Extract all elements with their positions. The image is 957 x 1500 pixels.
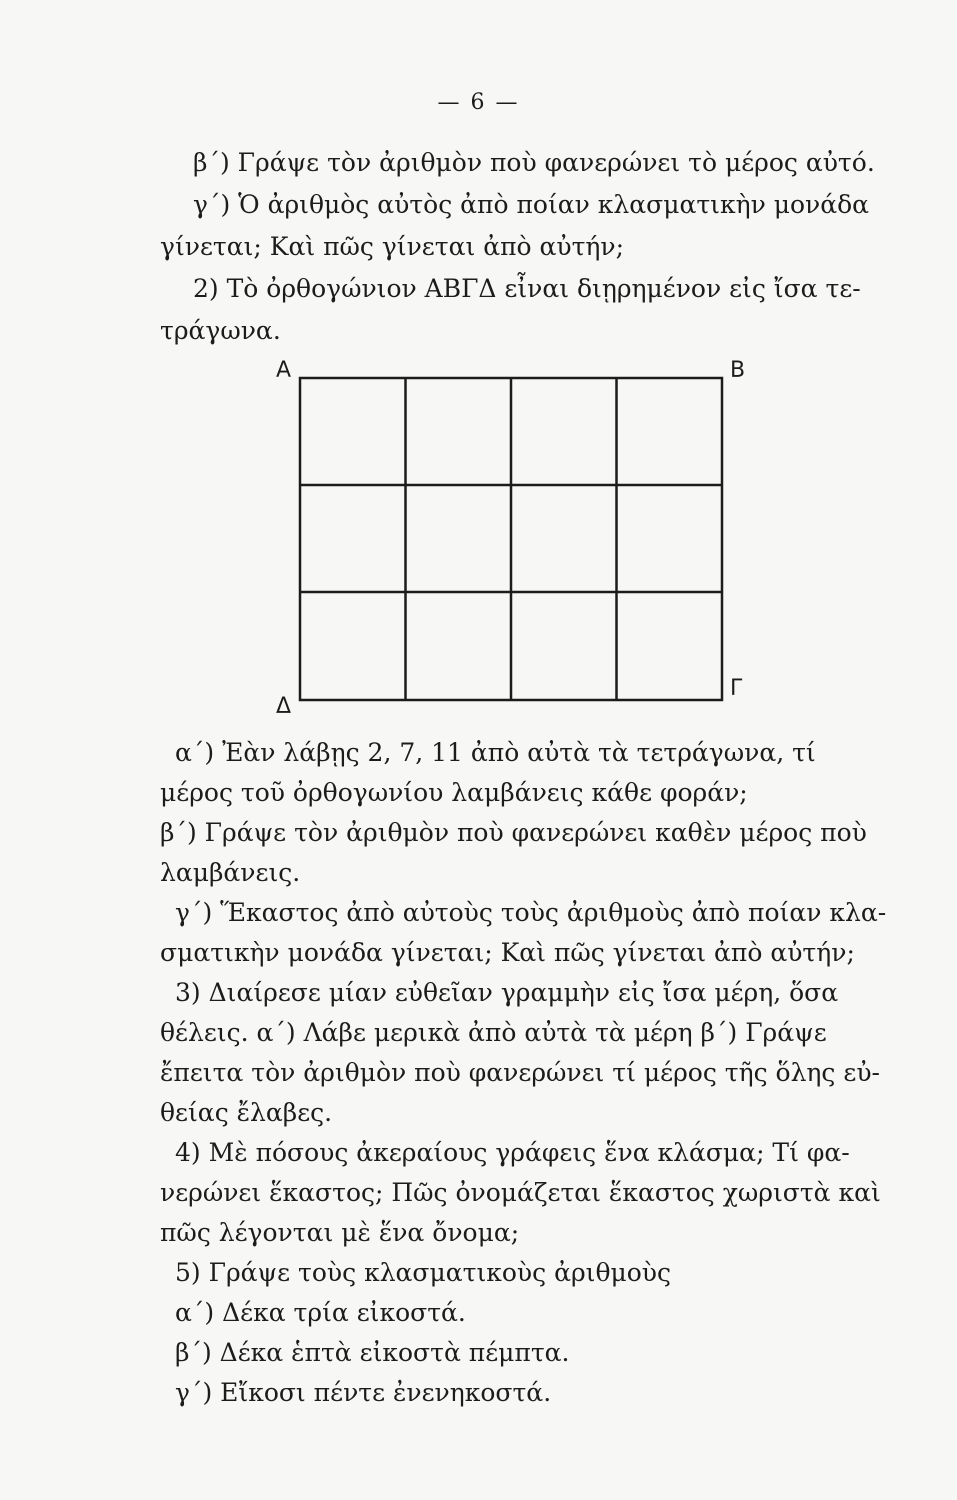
text-line: τράγωνα.	[160, 316, 281, 345]
text-line: 3) Διαίρεσε μίαν εὐθεῖαν γραμμὴν εἰς ἴσα μέρη, ὅσα	[175, 978, 839, 1007]
text-line: γ΄) Ἕκαστος ἀπὸ αὐτοὺς τοὺς ἀριθμοὺς ἀπὸ ποίαν κλα-	[175, 898, 887, 927]
text-line: σματικὴν μονάδα γίνεται; Καὶ πῶς γίνεται ἀπὸ αὐτήν;	[160, 938, 855, 967]
text-line: α΄) Ἐὰν λάβῃς 2, 7, 11 ἀπὸ αὐτὰ τὰ τετράγωνα, τί	[175, 738, 816, 767]
text-line: πῶς λέγονται μὲ ἕνα ὄνομα;	[160, 1218, 520, 1247]
text-line: α΄) Δέκα τρία εἰκοστά.	[175, 1298, 466, 1327]
text-line: θείας ἔλαβες.	[160, 1098, 333, 1127]
text-line: γ΄) Εἴκοσι πέντε ἐνενηκοστά.	[175, 1378, 552, 1407]
text-line: νερώνει ἕκαστος; Πῶς ὀνομάζεται ἕκαστος χωριστὰ καὶ	[160, 1178, 881, 1207]
text-line: λαμβάνεις.	[160, 858, 301, 887]
text-line: 4) Μὲ πόσους ἀκεραίους γράφεις ἕνα κλάσμα; Τί φα-	[175, 1138, 850, 1167]
rectangle-figure	[270, 355, 770, 725]
vertex-label-a: Α	[276, 358, 292, 383]
text-line: θέλεις. α΄) Λάβε μερικὰ ἀπὸ αὐτὰ τὰ μέρη β΄) Γράψε	[160, 1018, 827, 1047]
text-line: β΄) Δέκα ἑπτὰ εἰκοστὰ πέμπτα.	[175, 1338, 570, 1367]
text-line: μέρος τοῦ ὀρθογωνίου λαμβάνεις κάθε φοράν;	[160, 778, 748, 807]
text-line: ἔπειτα τὸν ἀριθμὸν ποὺ φανερώνει τί μέρος τῆς ὅλης εὐ-	[160, 1058, 880, 1087]
text-line: β΄) Γράψε τὸν ἀριθμὸν ποὺ φανερώνει καθὲν μέρος ποὺ	[160, 818, 867, 847]
vertex-label-d: Δ	[276, 694, 292, 719]
vertex-label-g: Γ	[730, 676, 743, 701]
rectangle-grid	[300, 378, 722, 700]
page-number: — 6 —	[437, 90, 520, 115]
vertex-label-b: Β	[730, 358, 746, 383]
text-line: 2) Τὸ ὀρθογώνιον ΑΒΓΔ εἶναι διῃρημένον εἰς ἴσα τε-	[193, 274, 861, 303]
text-line: γ΄) Ὁ ἀριθμὸς αὐτὸς ἀπὸ ποίαν κλασματικὴν μονάδα	[193, 190, 870, 219]
text-line: γίνεται; Καὶ πῶς γίνεται ἀπὸ αὐτήν;	[160, 232, 625, 261]
text-line: β΄) Γράψε τὸν ἀριθμὸν ποὺ φανερώνει τὸ μέρος αὐτό.	[193, 148, 875, 177]
text-line: 5) Γράψε τοὺς κλασματικοὺς ἀριθμοὺς	[175, 1258, 671, 1287]
